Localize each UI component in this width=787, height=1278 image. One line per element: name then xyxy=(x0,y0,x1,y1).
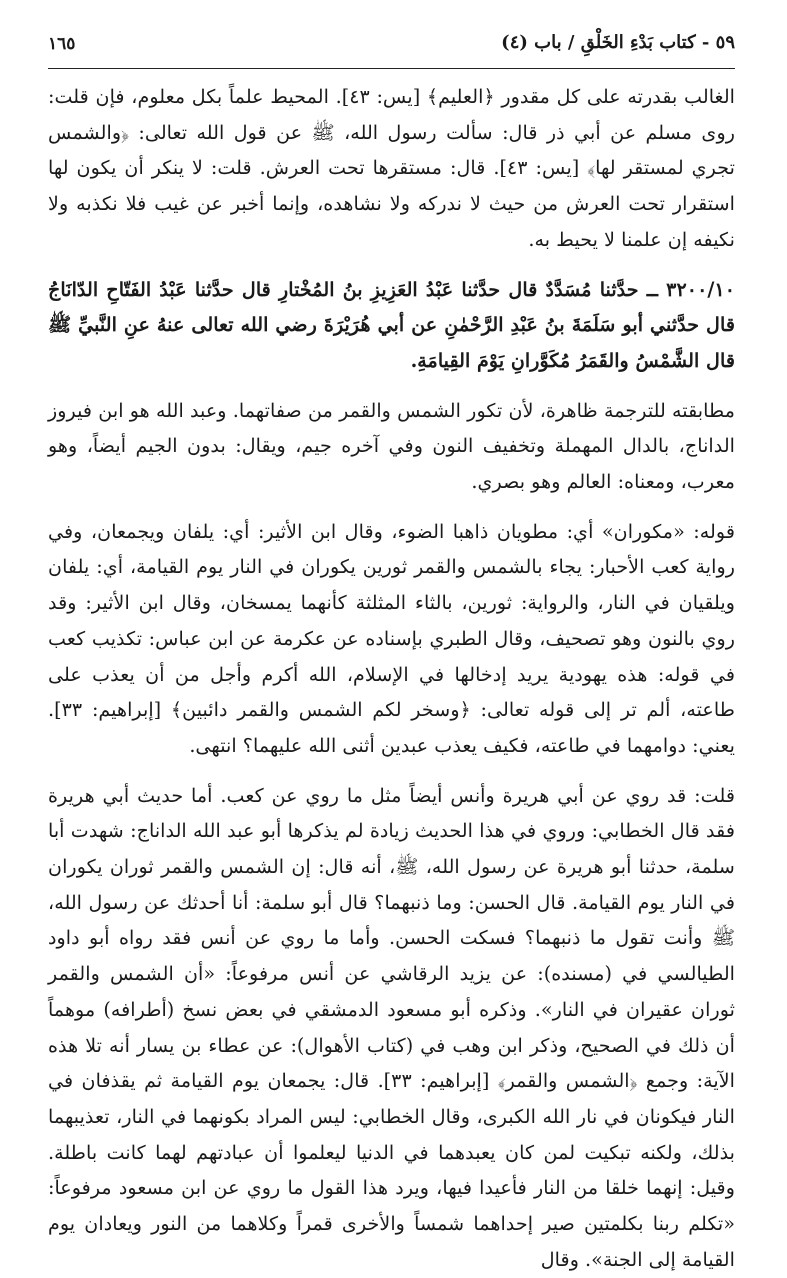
commentary-paragraph: الغالب بقدرته على كل مقدور ﴿العليم﴾ [يس: ٤٣]. المحيط علماً بكل معلوم، فإن قلت: روى مسلم عن أبي ذر قال: سألت رسول الله، ﷺ عن قول الله تعالى: ﴿والشمس تجري لمستقر لها﴾ [يس: ٤٣]. قال: مستقرها تحت العرش. قلت: لا ينكر أن يكون لها استقرار تحت العرش من حيث لا ندركه ولا نشاهده، وإنما أخبر عن غيب فلا نكذبه ولا نكيفه إن علمنا لا يحيط به. xyxy=(48,85,735,251)
hadith-text: ٣٢٠٠/١٠ ــ حدَّثنا مُسَدَّدٌ قال حدَّثنا عَبْدُ العَزِيزِ بنُ المُخْتارِ قال حدَّثنا عَبْدُ الفَتّاحِ الدّانَاجُ قال حدَّثني أبو سَلَمَةَ بنُ عَبْدِ الرَّحْمٰنِ عن أبي هُرَيْرَةَ رضي الله تعالى عنهُ عنِ النَّبيِّ ﷺ قال الشَّمْسُ والقَمَرُ مُكَوَّرانِ يَوْمَ القِيامَةِ. xyxy=(48,277,735,372)
page-header xyxy=(48,28,735,62)
commentary-paragraph: قوله: «مكوران» أي: مطويان ذاهبا الضوء، وقال ابن الأثير: أي: يلفان ويجمعان، وفي رواية كعب الأحبار: يجاء بالشمس والقمر ثورين يكوران في النار يوم القيامة، أي: يلفان ويلقيان في النار، والرواية: ثورين، بالثاء المثلثة كأنهما يمسخان، وقال ابن الأثير: وقد روي بالنون وهو تصحيف، وقال الطبري بإسناده عن عكرمة عن ابن عباس: تكذيب كعب في قوله: هذه يهودية يريد إدخالها في الإسلام، الله أكرم وأجل من أن يعذب على طاعته، ألم تر إلى قوله تعالى: ﴿وسخر لكم الشمس والقمر دائبين﴾ [إبراهيم: ٣٣]. يعني: دوامهما في طاعته، فكيف يعذب عبدين أثنى الله عليهما؟ انتهى. xyxy=(48,519,735,757)
commentary-paragraph: مطابقته للترجمة ظاهرة، لأن تكور الشمس والقمر من صفاتهما. وعبد الله هو ابن فيروز الداناج، بالدال المهملة وتخفيف النون وفي آخره جيم، ويقال: بدون الجيم أيضاً، وهو معرب، ومعناه: العالم وهو بصري. xyxy=(48,398,735,494)
commentary-paragraph: قلت: قد روي عن أبي هريرة وأنس أيضاً مثل ما روي عن كعب. أما حديث أبي هريرة فقد قال الخطابي: وروي في هذا الحديث زيادة لم يذكرها أبو عبد الله الداناج: شهدت أبا سلمة، حدثنا أبو هريرة عن رسول الله، ﷺ، أنه قال: إن الشمس والقمر ثوران يكوران في النار يوم القيامة. قال الحسن: وما ذنبهما؟ قال أبو سلمة: أنا أحدثك عن رسول الله، ﷺ وأنت تقول ما ذنبهما؟ فسكت الحسن. وأما ما روي عن أنس فقد رواه أبو داود الطيالسي في (مسنده): عن يزيد الرقاشي عن أنس مرفوعاً: «أن الشمس والقمر ثوران عقيران في النار». وذكره أبو مسعود الدمشقي في بعض نسخ (أطرافه) موهماً أن ذلك في الصحيح، وذكر ابن وهب في (كتاب الأهوال): عن عطاء بن يسار أنه تلا هذه الآية: وجمع ﴿الشمس والقمر﴾ [إبراهيم: ٣٣]. قال: يجمعان يوم القيامة ثم يقذفان في النار فيكونان في نار الله الكبرى، وقال الخطابي: ليس المراد بكونهما في النار، تعذيبهما بذلك، ولكنه تبكيت لمن كان يعبدهما في الدنيا ليعلموا أن عبادتهم لهما كانت باطلة. وقيل: إنهما خلقا من النار فأعيدا فيها، ويرد هذا القول ما روي عن ابن مسعود مرفوعاً: «تكلم ربنا بكلمتين صير إحداهما شمساً والأخرى قمراً وكلاهما من النور ويعادان يوم القيامة إلى الجنة». وقال xyxy=(48,783,736,1271)
page-body xyxy=(48,79,735,1278)
page-number: ١٦٥ xyxy=(48,34,76,54)
header-rule xyxy=(48,68,735,69)
running-title: ٥٩ - كتاب بَدْءِ الخَلْقِ / باب (٤) xyxy=(501,32,735,53)
